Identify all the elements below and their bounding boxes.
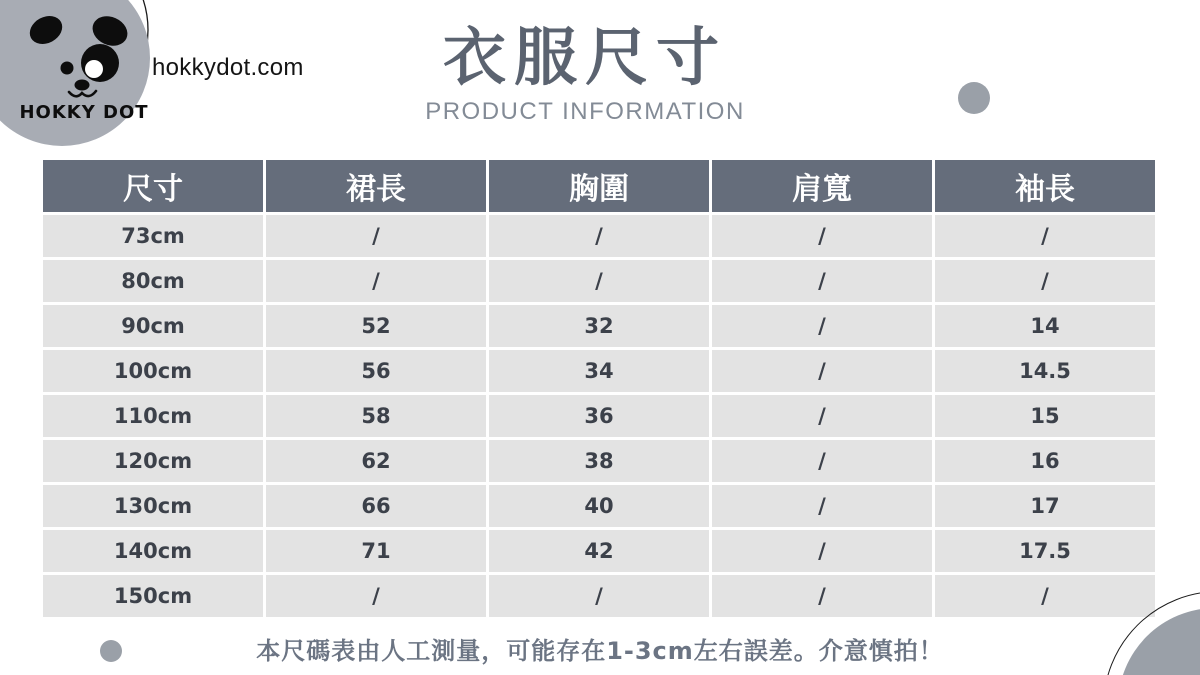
size-cell: 110cm bbox=[43, 395, 263, 437]
heading-block bbox=[0, 0, 1170, 126]
value-cell: 36 bbox=[489, 395, 709, 437]
size-cell: 100cm bbox=[43, 350, 263, 392]
value-cell: 71 bbox=[266, 530, 486, 572]
value-cell: / bbox=[712, 440, 932, 482]
value-cell: 52 bbox=[266, 305, 486, 347]
size-cell: 140cm bbox=[43, 530, 263, 572]
column-header-0: 尺寸 bbox=[43, 160, 263, 212]
value-cell: 16 bbox=[935, 440, 1155, 482]
value-cell: 14.5 bbox=[935, 350, 1155, 392]
value-cell: / bbox=[712, 530, 932, 572]
table-row bbox=[43, 215, 1155, 257]
value-cell: / bbox=[266, 575, 486, 617]
value-cell: / bbox=[489, 260, 709, 302]
value-cell: 62 bbox=[266, 440, 486, 482]
size-cell: 90cm bbox=[43, 305, 263, 347]
brand-name: HOKKY DOT bbox=[19, 102, 149, 123]
page-subtitle: PRODUCT INFORMATION bbox=[425, 97, 745, 125]
size-table-body bbox=[43, 215, 1155, 617]
value-cell: 15 bbox=[935, 395, 1155, 437]
value-cell: 38 bbox=[489, 440, 709, 482]
value-cell: / bbox=[712, 260, 932, 302]
column-header-1: 裙長 bbox=[266, 160, 486, 212]
value-cell: / bbox=[712, 215, 932, 257]
size-cell: 120cm bbox=[43, 440, 263, 482]
size-cell: 80cm bbox=[43, 260, 263, 302]
value-cell: / bbox=[266, 260, 486, 302]
value-cell: 17.5 bbox=[935, 530, 1155, 572]
table-row bbox=[43, 530, 1155, 572]
value-cell: / bbox=[489, 575, 709, 617]
value-cell: / bbox=[712, 305, 932, 347]
value-cell: 66 bbox=[266, 485, 486, 527]
table-row bbox=[43, 305, 1155, 347]
value-cell: / bbox=[935, 260, 1155, 302]
value-cell: 58 bbox=[266, 395, 486, 437]
value-cell: / bbox=[712, 485, 932, 527]
column-header-3: 肩寬 bbox=[712, 160, 932, 212]
value-cell: / bbox=[712, 395, 932, 437]
table-row bbox=[43, 440, 1155, 482]
value-cell: / bbox=[266, 215, 486, 257]
value-cell: 34 bbox=[489, 350, 709, 392]
value-cell: 17 bbox=[935, 485, 1155, 527]
size-cell: 130cm bbox=[43, 485, 263, 527]
page-title: 衣服尺寸 bbox=[443, 21, 727, 94]
value-cell: 56 bbox=[266, 350, 486, 392]
website-url: hokkydot.com bbox=[152, 54, 304, 81]
value-cell: / bbox=[935, 575, 1155, 617]
decorative-dot-bottom-left bbox=[100, 640, 122, 662]
size-table bbox=[40, 157, 1158, 620]
value-cell: / bbox=[489, 215, 709, 257]
table-header-row bbox=[43, 160, 1155, 212]
size-cell: 73cm bbox=[43, 215, 263, 257]
value-cell: 42 bbox=[489, 530, 709, 572]
measurement-note: 本尺碼表由人工測量，可能存在1-3cm左右誤差。介意慎拍！ bbox=[256, 637, 944, 665]
table-row bbox=[43, 260, 1155, 302]
value-cell: / bbox=[712, 575, 932, 617]
value-cell: 14 bbox=[935, 305, 1155, 347]
value-cell: 32 bbox=[489, 305, 709, 347]
value-cell: / bbox=[712, 350, 932, 392]
table-row bbox=[43, 395, 1155, 437]
size-cell: 150cm bbox=[43, 575, 263, 617]
column-header-2: 胸圍 bbox=[489, 160, 709, 212]
table-row bbox=[43, 350, 1155, 392]
value-cell: / bbox=[935, 215, 1155, 257]
column-header-4: 袖長 bbox=[935, 160, 1155, 212]
value-cell: 40 bbox=[489, 485, 709, 527]
decorative-dot-top-right bbox=[958, 82, 990, 114]
table-row bbox=[43, 485, 1155, 527]
table-row bbox=[43, 575, 1155, 617]
